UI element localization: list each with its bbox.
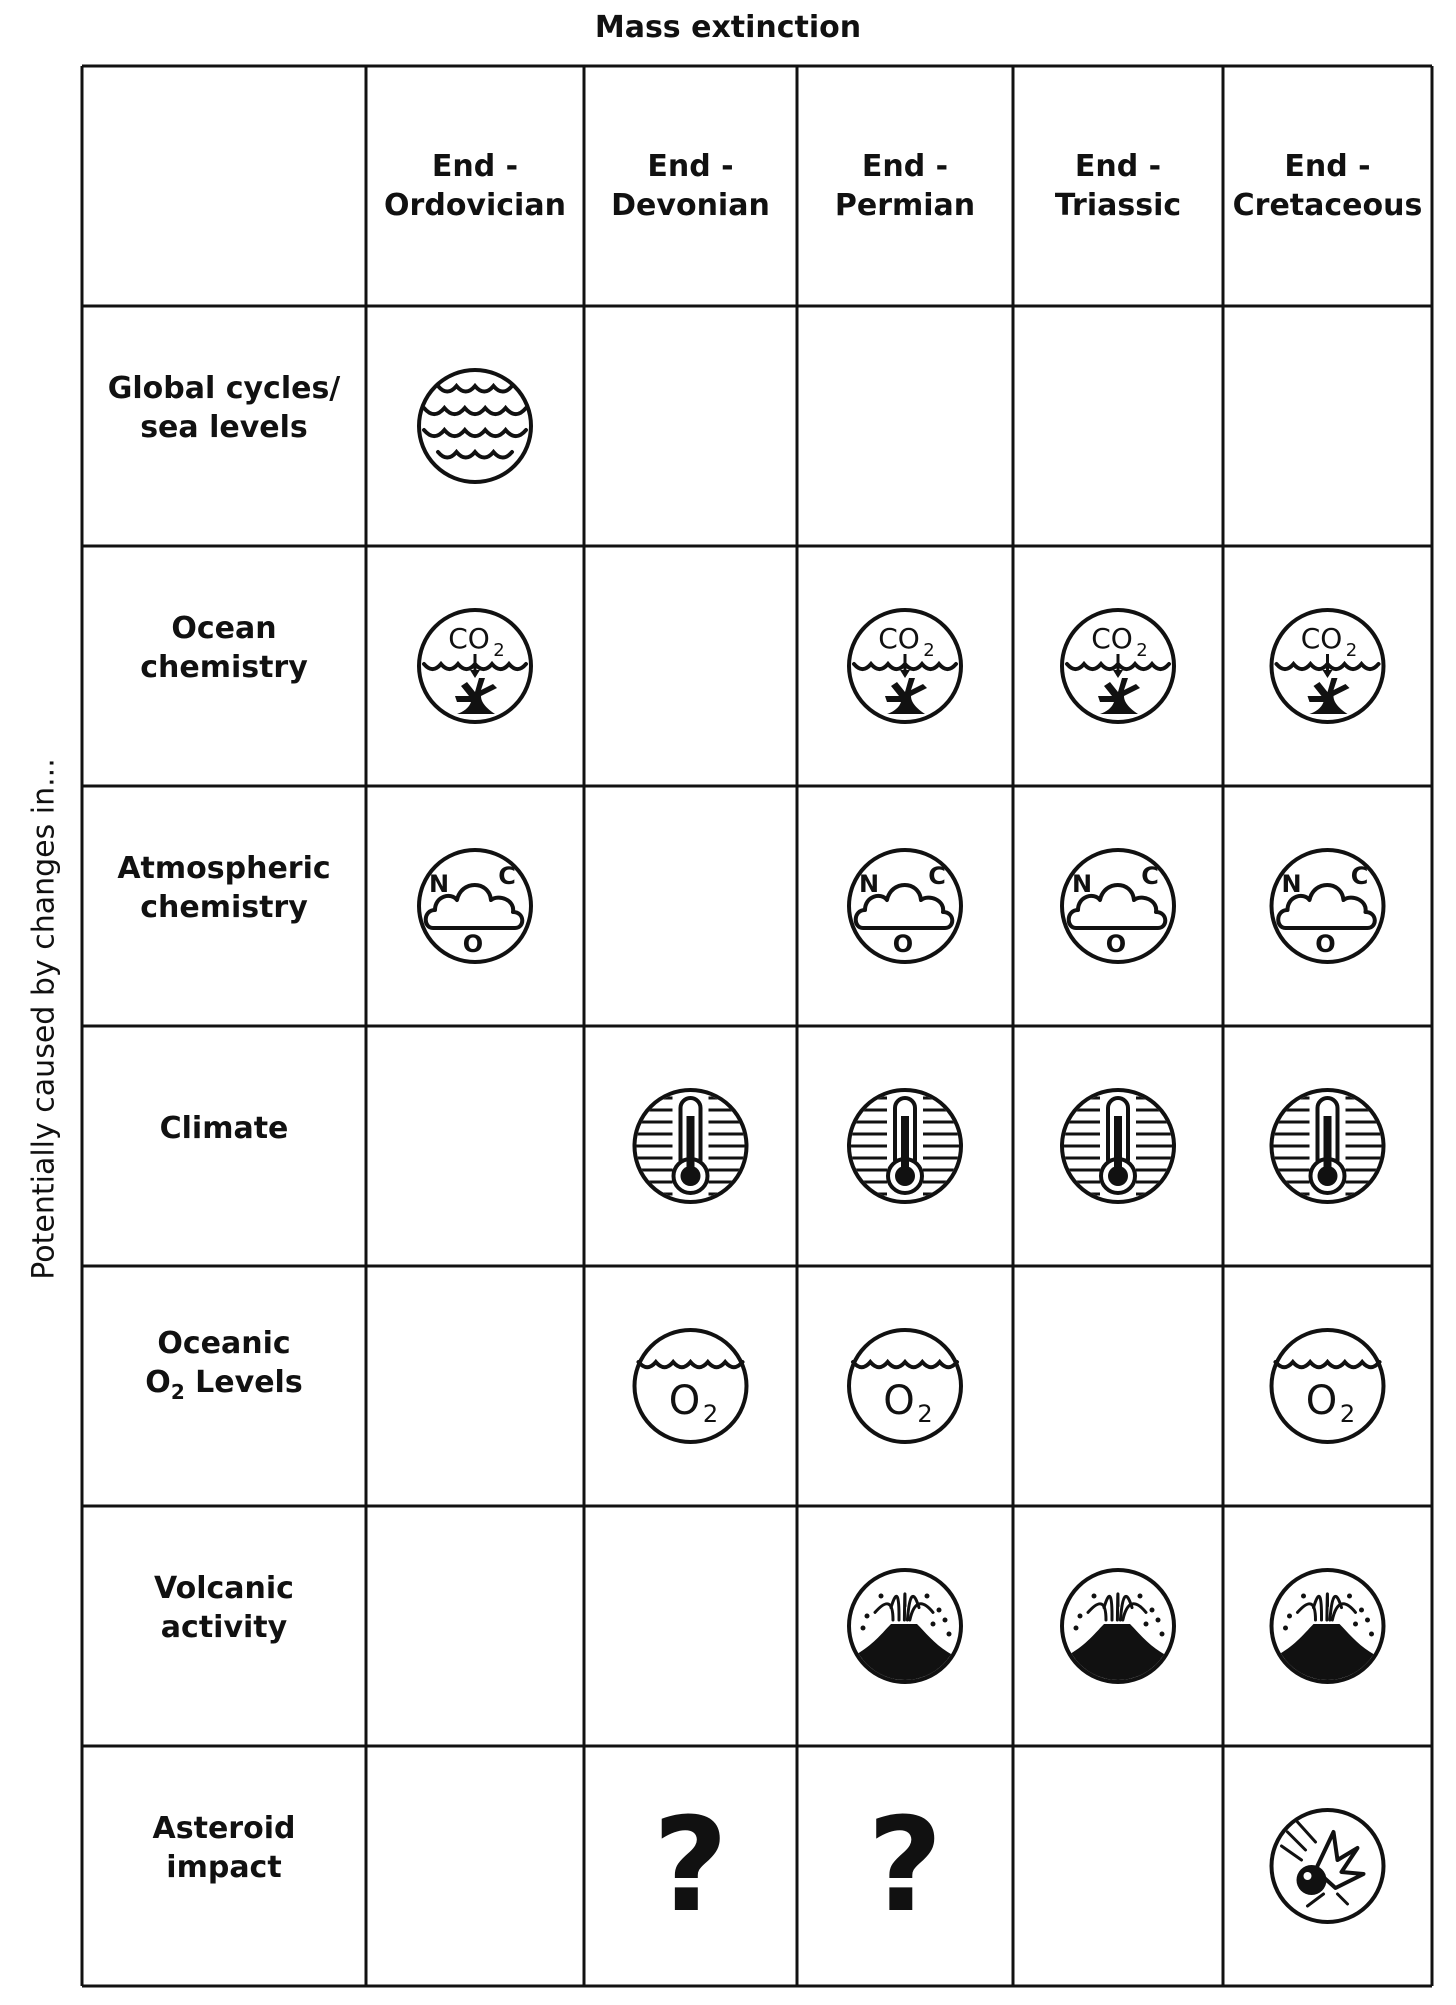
svg-text:C: C: [928, 862, 946, 890]
oceanic-o2-icon: [635, 1330, 747, 1442]
svg-text:O: O: [1105, 930, 1127, 958]
column-header: End - Devonian: [611, 149, 770, 223]
ocean-chemistry-icon: [849, 610, 961, 722]
volcano-icon: [835, 1570, 975, 1686]
volcano-icon: [1048, 1570, 1188, 1686]
atmospheric-chemistry-icon: [419, 850, 531, 962]
svg-text:O: O: [1305, 1378, 1338, 1424]
row-label: Climate: [159, 1110, 289, 1146]
ocean-chemistry-icon: [1062, 610, 1174, 722]
svg-text:N: N: [428, 870, 450, 898]
svg-text:C: C: [498, 862, 516, 890]
svg-text:O: O: [1315, 930, 1336, 958]
thermometer-icon: [1272, 1090, 1384, 1202]
svg-text:2: 2: [923, 640, 935, 661]
row-label-line: Oceanic: [157, 1326, 291, 1361]
svg-text:N: N: [858, 870, 880, 898]
ocean-chemistry-icon: [419, 610, 531, 722]
column-header: End - Cretaceous: [1232, 149, 1423, 223]
atmospheric-chemistry-icon: [1272, 850, 1384, 962]
row-label: Atmospheric chemistry: [117, 851, 331, 925]
svg-text:2: 2: [1136, 640, 1148, 661]
svg-text:CO: CO: [878, 622, 920, 655]
asteroid-icon: [1272, 1810, 1384, 1922]
chart-title: Mass extinction: [594, 10, 862, 45]
oceanic-o2-icon: [849, 1330, 961, 1442]
oceanic-o2-icon: [1272, 1330, 1384, 1442]
row-label: Volcanic activity: [154, 1571, 294, 1645]
svg-text:C: C: [1141, 862, 1159, 890]
column-header: End - Ordovician: [384, 149, 566, 223]
row-label: Global cycles/ sea levels: [107, 371, 341, 445]
svg-text:O: O: [462, 930, 484, 958]
atmospheric-chemistry-icon: [849, 850, 961, 962]
atmospheric-chemistry-icon: [1062, 850, 1174, 962]
sea-level-icon: [419, 370, 531, 482]
row-label: [82, 1248, 366, 1488]
thermometer-icon: [849, 1090, 961, 1202]
svg-text:2: 2: [702, 1400, 719, 1428]
question-mark: ?: [867, 1789, 943, 1941]
svg-text:CO: CO: [448, 622, 490, 655]
thermometer-icon: [1062, 1090, 1174, 1202]
svg-text:O: O: [892, 930, 914, 958]
svg-text:2: 2: [917, 1400, 933, 1428]
column-header: End - Triassic: [1054, 149, 1182, 223]
row-label-line: $O_2$ Levels: [145, 1365, 303, 1404]
row-label: Asteroid impact: [152, 1811, 296, 1885]
y-axis-label-text: Potentially caused by changes in...: [26, 758, 62, 1280]
svg-text:C: C: [1350, 862, 1369, 890]
svg-text:N: N: [1281, 870, 1302, 898]
row-label: Ocean chemistry: [140, 611, 308, 685]
svg-text:2: 2: [1345, 640, 1358, 661]
volcano-icon: [1258, 1570, 1398, 1686]
svg-text:CO: CO: [1300, 622, 1343, 655]
thermometer-icon: [635, 1090, 747, 1202]
column-header: End - Permian: [834, 149, 976, 223]
svg-text:2: 2: [1339, 1400, 1356, 1428]
ocean-chemistry-icon: [1272, 610, 1384, 722]
svg-text:N: N: [1071, 870, 1093, 898]
svg-text:CO: CO: [1091, 622, 1133, 655]
svg-text:O: O: [883, 1378, 915, 1424]
question-mark: ?: [652, 1789, 729, 1941]
svg-text:2: 2: [493, 640, 505, 661]
svg-text:O: O: [668, 1378, 701, 1424]
